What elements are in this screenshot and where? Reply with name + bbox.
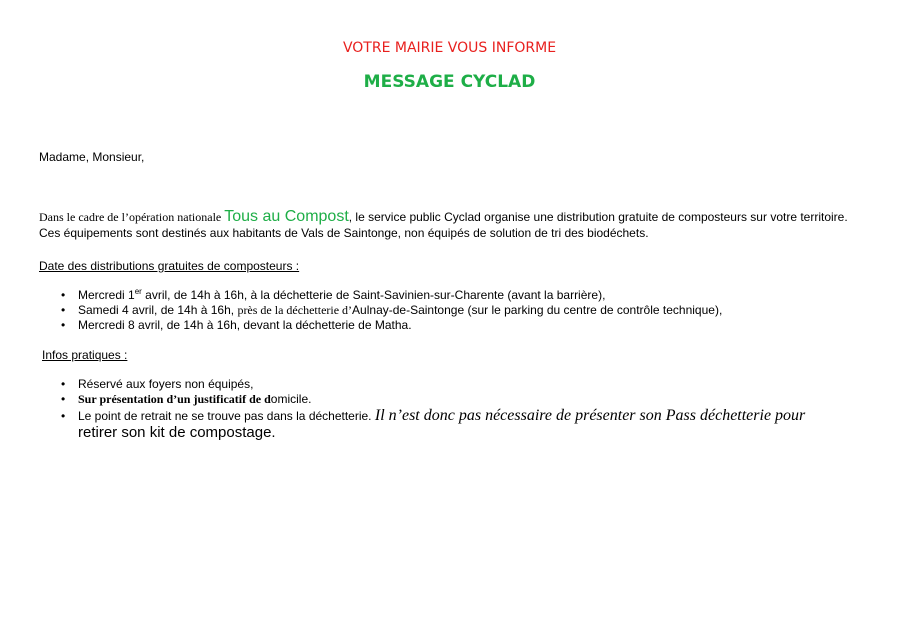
bullet-icon: • (61, 288, 66, 302)
date-text: Aulnay-de-Saintonge (sur le parking du centre de contrôle technique), (352, 303, 723, 317)
list-item (39, 303, 722, 318)
date-text: avril, de 14h à 16h, à la déchetterie de Saint-Savinien-sur-Charente (avant la barrière), (141, 288, 606, 302)
distributions-title: Date des distributions gratuites de composteurs : (39, 259, 300, 273)
distribution-dates-list (39, 288, 722, 333)
bullet-icon: • (61, 409, 66, 423)
date-prefix: Samedi 4 avril, de 14h à 16h, (78, 303, 238, 317)
info-text-italic: Il n’est donc pas nécessaire de présenter son Pass déchetterie pour (374, 407, 806, 424)
bullet-icon: • (61, 377, 66, 391)
date-prefix: Mercredi 1 (78, 288, 135, 302)
date-location-serif: près de la déchetterie d’ (237, 303, 353, 317)
bullet-icon: • (61, 318, 66, 332)
bullet-icon: • (61, 392, 66, 406)
header-kicker: VOTRE MAIRIE VOUS INFORME (342, 40, 557, 56)
info-text: Le point de retrait ne se trouve pas dans la déchetterie. (78, 409, 375, 423)
salutation: Madame, Monsieur, (39, 150, 145, 164)
list-item (39, 407, 805, 425)
infos-title: Infos pratiques : (42, 348, 128, 362)
list-item (39, 288, 722, 303)
list-item (39, 318, 722, 333)
intro-text-end: , le service public Cyclad organise une distribution gratuite de composteurs sur votre territoire. Ces équipements sont destinés aux habitants de Vals de Saintonge, non équipés de solution de tri des biodéchets. (39, 210, 848, 240)
intro-text-start: Dans le cadre de l’opération nationale (39, 210, 225, 224)
intro-paragraph (39, 209, 859, 241)
list-item (39, 392, 805, 407)
info-text: retirer son kit de compostage. (78, 424, 276, 441)
info-text: Réservé aux foyers non équipés, (78, 377, 254, 391)
infos-list (39, 377, 805, 440)
list-item-continuation (39, 425, 805, 440)
list-item (39, 377, 805, 392)
page-title: MESSAGE CYCLAD (363, 72, 536, 92)
bullet-icon: • (61, 303, 66, 317)
info-text-bold: Sur présentation d’un justificatif de d (78, 392, 271, 406)
info-text: omicile. (270, 392, 312, 406)
ordinal-suffix: er (134, 287, 142, 296)
date-prefix: Mercredi 8 avril, de 14h à 16h, devant la déchetterie de Matha. (78, 318, 412, 332)
operation-name: Tous au Compost (224, 208, 349, 225)
